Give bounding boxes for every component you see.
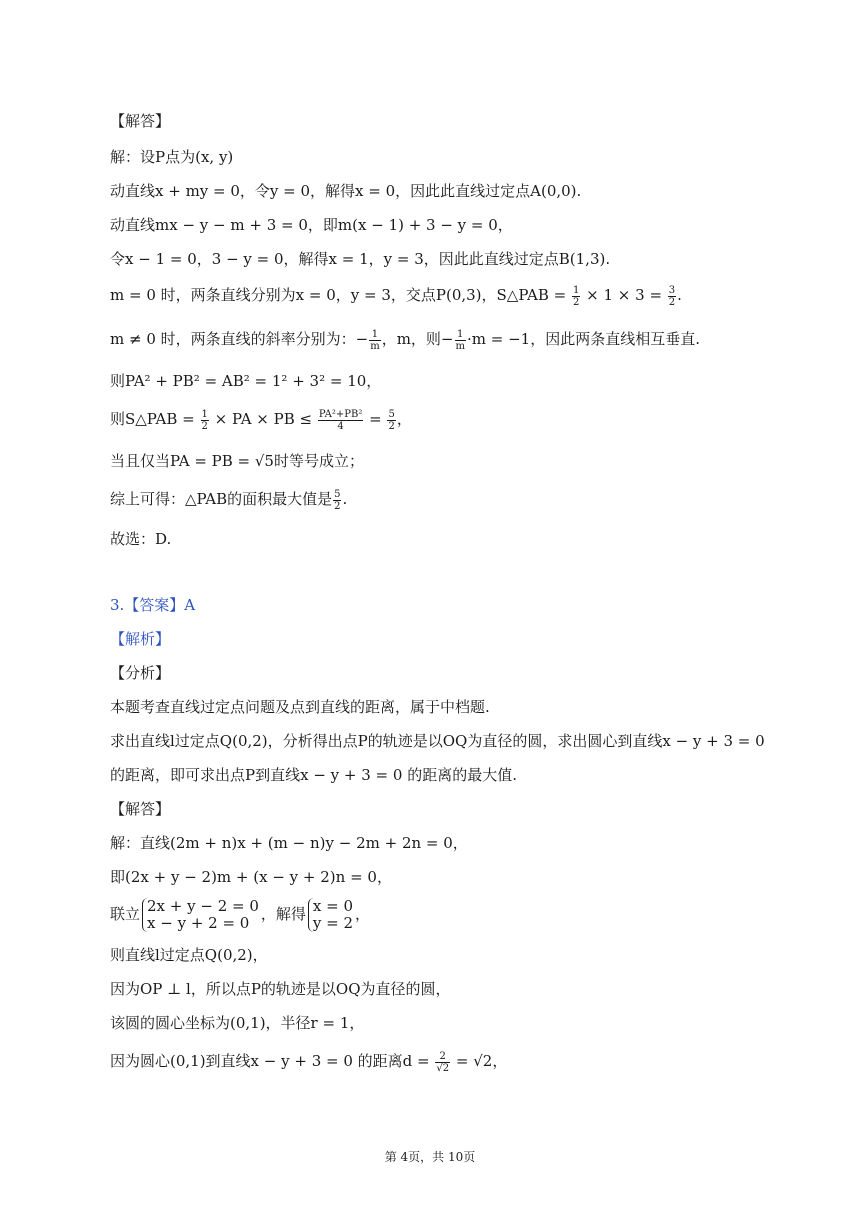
numerator: 3 — [668, 284, 676, 296]
solution-header-2: 【解答】 — [110, 800, 171, 818]
solution-line-7: 则PA² + PB² = AB² = 1² + 3² = 10， — [110, 372, 382, 390]
fraction — [387, 409, 395, 432]
text-segment: . — [677, 286, 682, 304]
solution-line-1: 解：设P点为(x, y) — [110, 148, 234, 166]
denominator: 2 — [334, 500, 341, 512]
q3-solution-line-2: 即(2x + y − 2)m + (x − y + 2)n = 0， — [110, 868, 392, 886]
text-segment: ，m，则− — [381, 330, 454, 348]
denominator: 2 — [388, 420, 395, 432]
fraction — [455, 329, 466, 352]
equation: x − y + 2 = 0 — [147, 914, 250, 932]
equation: y = 2 — [312, 914, 354, 932]
q3-solution-line-1: 解：直线(2m + n)x + (m − n)y − 2m + 2n = 0， — [110, 834, 468, 852]
text-segment: = √2， — [451, 1052, 508, 1070]
analysis-header: 【分析】 — [110, 664, 171, 682]
fraction — [668, 285, 676, 308]
text-segment: ·m = −1，因此两条直线相互垂直. — [466, 330, 700, 348]
page-footer: 第 4页，共 10页 — [384, 1150, 476, 1164]
text-segment: 则S△PAB = — [110, 410, 200, 428]
denominator: 4 — [337, 420, 344, 432]
text-segment: 综上可得：△PAB的面积最大值是 — [110, 490, 333, 508]
q3-solution-line-6: 该圆的圆心坐标为(0,1)，半径r = 1， — [110, 1014, 365, 1032]
solution-system — [308, 898, 353, 932]
denominator: 2 — [573, 296, 580, 308]
text-segment: × 1 × 3 = — [581, 286, 667, 304]
denominator: 2 — [201, 420, 208, 432]
text-segment: 联立 — [110, 905, 141, 923]
solution-line-4: 令x − 1 = 0，3 − y = 0，解得x = 1，y = 3，因此此直线过定点B(1,3). — [110, 250, 611, 268]
denominator: 2 — [668, 296, 676, 308]
numerator: 1 — [369, 329, 380, 341]
fraction — [201, 409, 209, 432]
q3-solution-line-3 — [110, 898, 370, 932]
denominator: m — [455, 340, 465, 352]
solution-line-11: 故选：D. — [110, 530, 172, 548]
equation: 2x + y − 2 = 0 — [147, 897, 259, 915]
solution-line-2: 动直线x + my = 0，令y = 0，解得x = 0，因此此直线过定点A(0,0). — [110, 182, 582, 200]
numerator: 1 — [455, 329, 466, 341]
analysis-line-1: 本题考查直线过定点问题及点到直线的距离，属于中档题. — [110, 698, 490, 716]
numerator: 5 — [334, 488, 341, 500]
analysis-label: 【解析】 — [110, 630, 171, 648]
answer-line: 3.【答案】A — [110, 596, 196, 614]
numerator: PA²+PB² — [318, 408, 363, 420]
fraction — [572, 285, 580, 308]
analysis-line-2: 求出直线l过定点Q(0,2)，分析得出点P的轨迹是以OQ为直径的圆，求出圆心到直线x − y + 3 = 0 — [110, 732, 765, 750]
q3-solution-line-4: 则直线l过定点Q(0,2)， — [110, 946, 268, 964]
text-segment: × PA × PB ≤ — [209, 410, 317, 428]
text-segment: ，解得 — [260, 905, 306, 923]
numerator: 1 — [201, 408, 208, 420]
fraction — [333, 489, 341, 512]
fraction — [369, 329, 380, 352]
solution-line-8 — [110, 408, 412, 432]
numerator: 1 — [573, 284, 580, 296]
solution-line-10 — [110, 488, 347, 512]
solution-header: 【解答】 — [110, 112, 171, 130]
text-segment: m ≠ 0 时，两条直线的斜率分别为：− — [110, 330, 369, 348]
text-segment: m = 0 时，两条直线分别为x = 0，y = 3，交点P(0,3)，S△PAB = — [110, 286, 572, 304]
denominator: √2 — [436, 1062, 450, 1074]
analysis-line-3: 的距离，即可求出点P到直线x − y + 3 = 0 的距离的最大值. — [110, 766, 517, 784]
text-segment: = — [364, 410, 387, 428]
denominator: m — [370, 340, 380, 352]
text-segment: 因为圆心(0,1)到直线x − y + 3 = 0 的距离d = — [110, 1052, 435, 1070]
solution-line-9: 当且仅当PA = PB = √5时等号成立； — [110, 452, 364, 470]
text-segment: . — [342, 490, 348, 508]
text-segment: ， — [396, 410, 412, 428]
numerator: 5 — [388, 408, 395, 420]
q3-solution-line-7 — [110, 1050, 507, 1074]
equation: x = 0 — [312, 897, 354, 915]
fraction — [435, 1051, 450, 1074]
fraction — [318, 409, 364, 432]
solution-line-5 — [110, 284, 682, 308]
solution-line-6 — [110, 328, 700, 352]
solution-line-3: 动直线mx − y − m + 3 = 0，即m(x − 1) + 3 − y = 0， — [110, 216, 513, 234]
text-segment: ， — [355, 905, 371, 923]
equation-system — [142, 898, 259, 932]
numerator: 2 — [435, 1051, 450, 1063]
q3-solution-line-5: 因为OP ⊥ l，所以点P的轨迹是以OQ为直径的圆， — [110, 980, 451, 998]
